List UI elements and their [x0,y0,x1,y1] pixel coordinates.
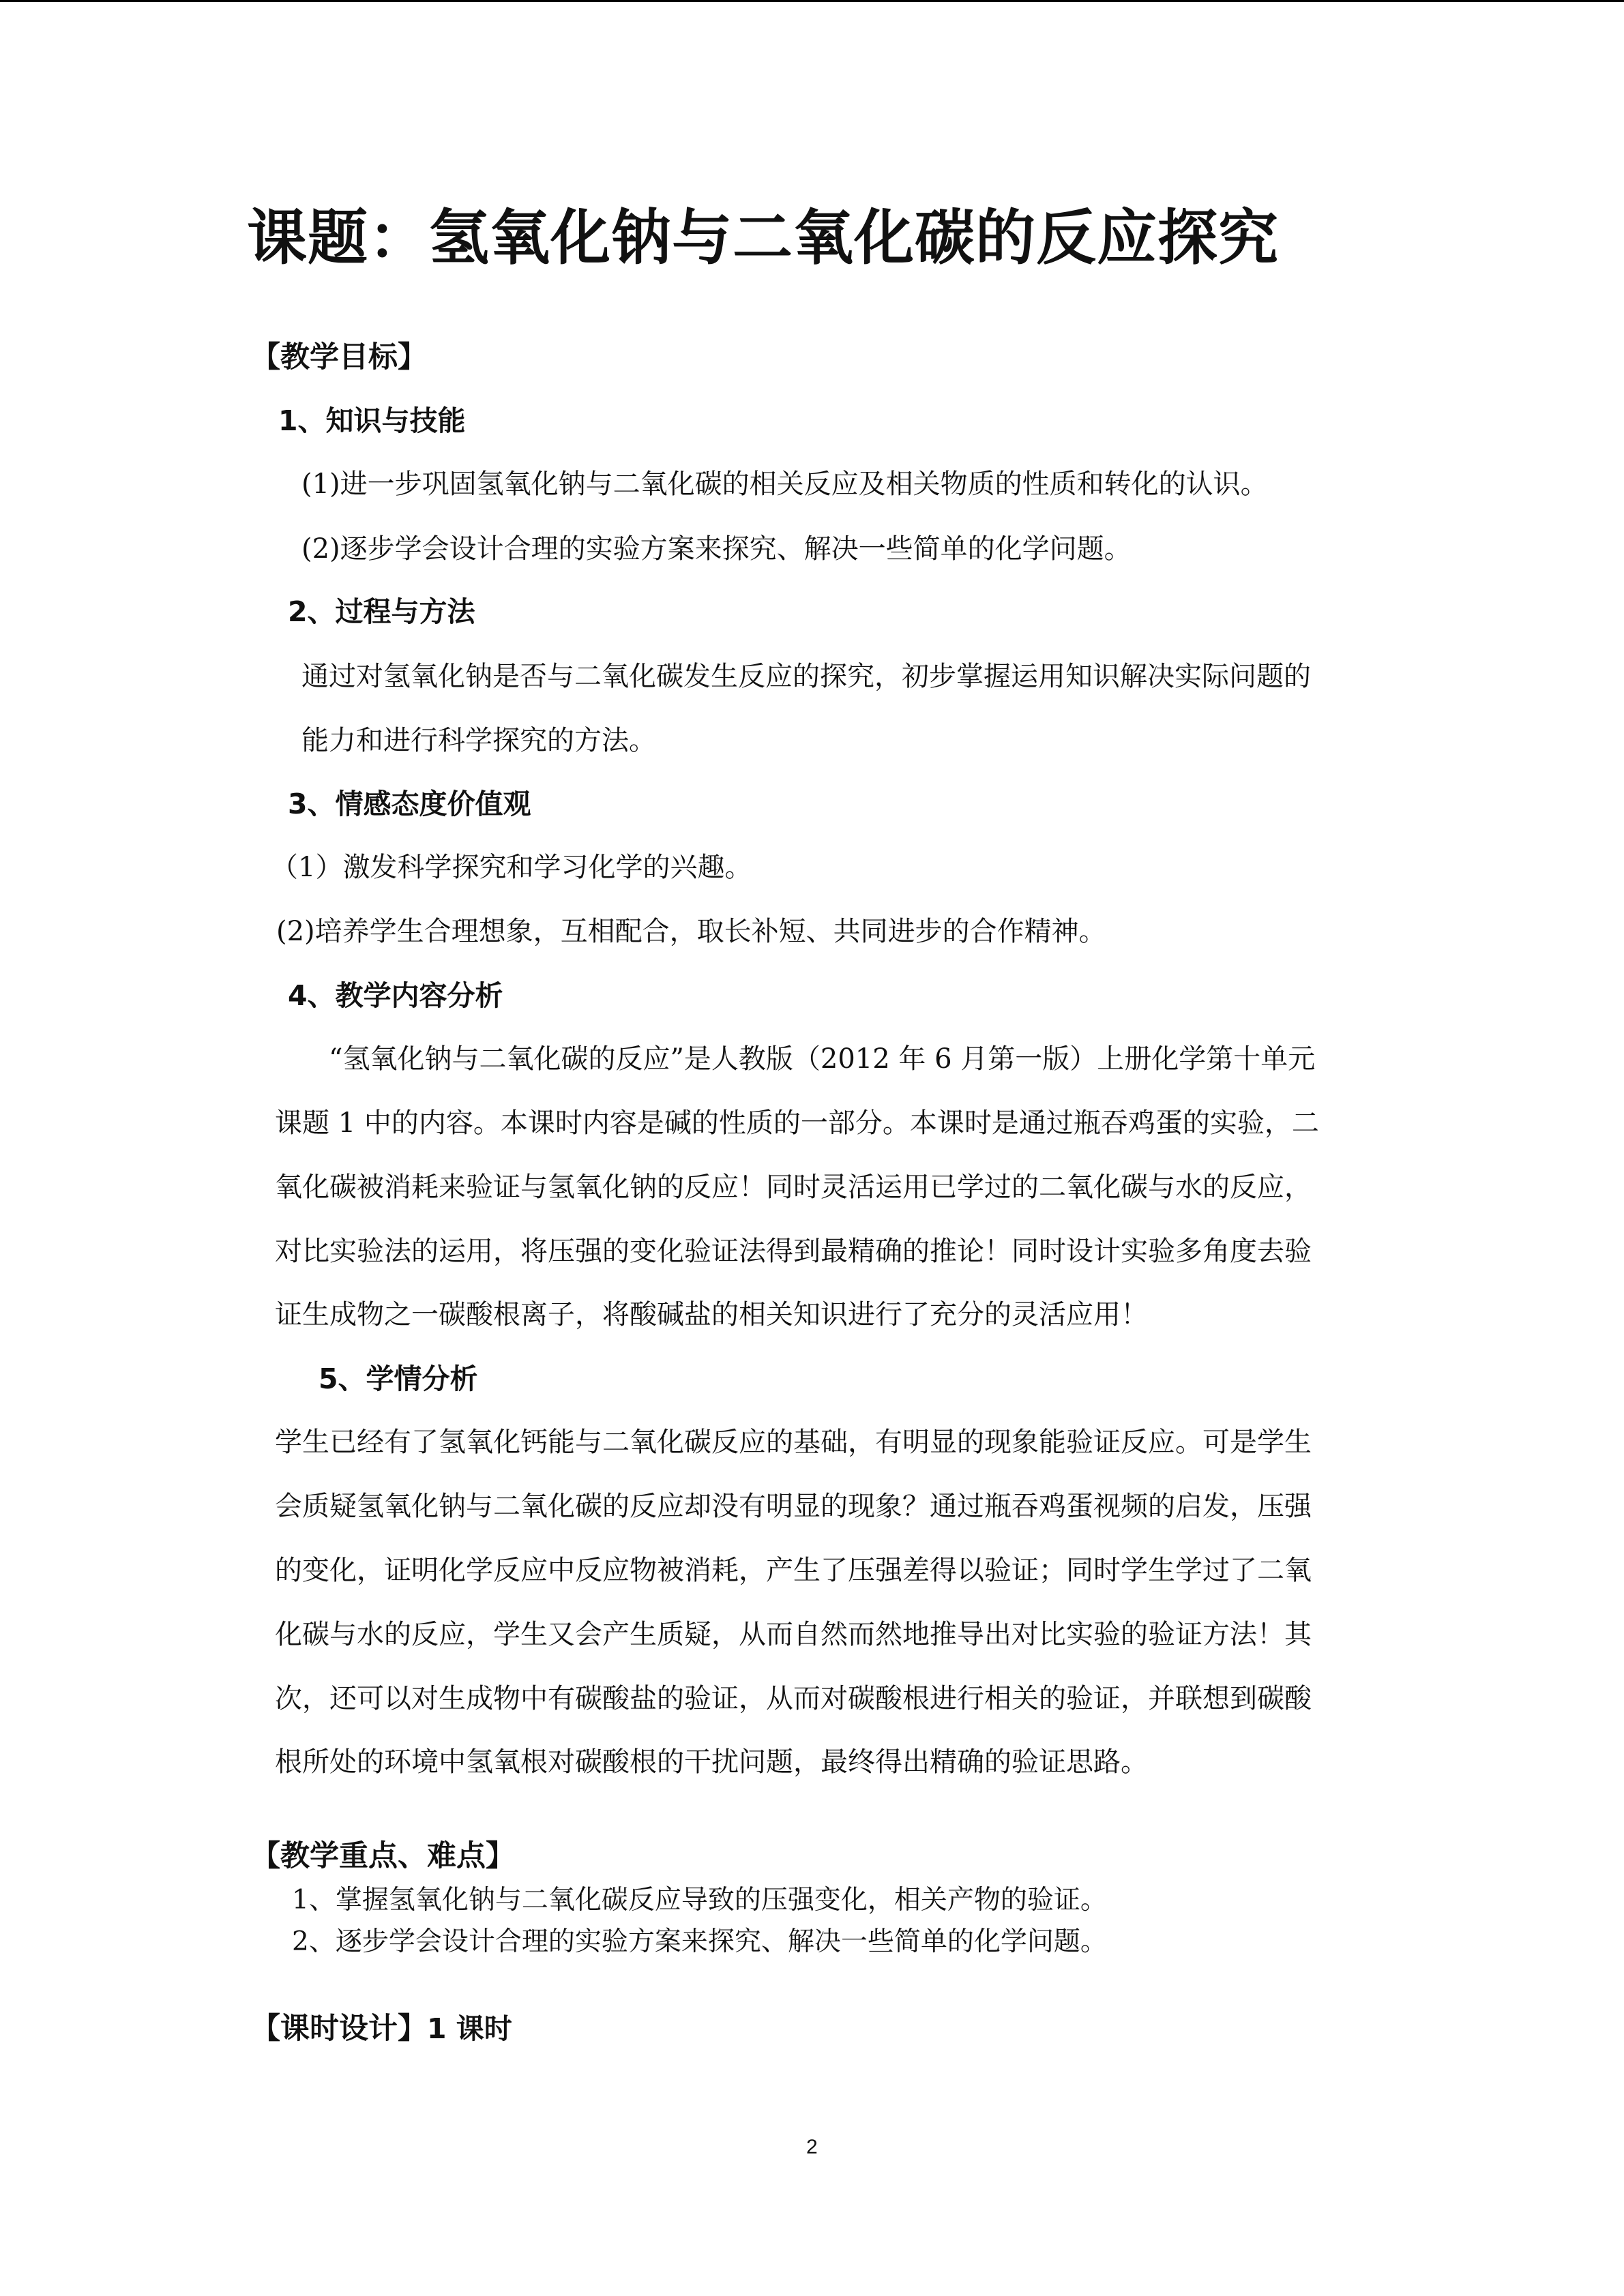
content-analysis-line-2: 课题 1 中的内容。本课时内容是碱的性质的一部分。本课时是通过瓶吞鸡蛋的实验，二 [275,1107,1319,1139]
content-analysis-line-3: 氧化碳被消耗来验证与氢氧化钠的反应！同时灵活运用已学过的二氧化碳与水的反应， [275,1172,1312,1203]
learner-analysis-line-4: 化碳与水的反应，学生又会产生质疑，从而自然而然地推导出对比实验的验证方法！其 [275,1619,1312,1650]
content-analysis-line-4: 对比实验法的运用，将压强的变化验证法得到最精确的推论！同时设计实验多角度去验 [275,1236,1312,1267]
attitude-item-2: (2)培养学生合理想象，互相配合，取长补短、共同进步的合作精神。 [276,916,1106,947]
page-title: 课题：氢氧化钠与二氧化碳的反应探究 [247,203,1280,273]
knowledge-skills-heading: 1、知识与技能 [278,404,466,437]
learner-analysis-line-1: 学生已经有了氢氧化钙能与二氧化碳反应的基础，有明显的现象能验证反应。可是学生 [275,1427,1312,1458]
schedule-line [251,2014,512,2044]
attitude-values-heading: 3、情感态度价值观 [288,788,531,820]
keypoints-heading: 【教学重点、难点】 [251,1839,515,1873]
learner-analysis-line-2: 会质疑氢氧化钠与二氧化碳的反应却没有明显的现象？通过瓶吞鸡蛋视频的启发，压强 [275,1491,1312,1522]
top-border-line [0,0,1624,2]
learner-analysis-line-5: 次，还可以对生成物中有碳酸盐的验证，从而对碳酸根进行相关的验证，并联想到碳酸 [275,1683,1312,1714]
content-analysis-heading: 4、教学内容分析 [288,979,503,1012]
page-number: 2 [806,2136,818,2158]
schedule-heading: 【课时设计】 [251,2012,427,2046]
content-analysis-line-1: “氢氧化钠与二氧化碳的反应”是人教版（2012 年 6 月第一版）上册化学第十单元 [329,1043,1316,1075]
objectives-heading: 【教学目标】 [251,340,427,374]
learner-analysis-heading: 5、学情分析 [319,1362,478,1395]
knowledge-item-2: (2)逐步学会设计合理的实验方案来探究、解决一些简单的化学问题。 [301,533,1132,565]
process-method-line-2: 能力和进行科学探究的方法。 [301,725,656,756]
schedule-value: 1 课时 [427,2012,512,2045]
keypoint-item-1: 1、掌握氢氧化钠与二氧化碳反应导致的压强变化，相关产物的验证。 [292,1885,1107,1915]
content-analysis-line-5: 证生成物之一碳酸根离子，将酸碱盐的相关知识进行了充分的灵活应用！ [275,1299,1148,1330]
attitude-item-1: （1）激发科学探究和学习化学的兴趣。 [271,852,752,883]
process-method-heading: 2、过程与方法 [288,595,475,628]
keypoint-item-2: 2、逐步学会设计合理的实验方案来探究、解决一些简单的化学问题。 [292,1926,1107,1957]
learner-analysis-line-6: 根所处的环境中氢氧根对碳酸根的干扰问题，最终得出精确的验证思路。 [275,1746,1148,1778]
knowledge-item-1: (1)进一步巩固氢氧化钠与二氧化碳的相关反应及相关物质的性质和转化的认识。 [301,468,1268,500]
process-method-line-1: 通过对氢氧化钠是否与二氧化碳发生反应的探究，初步掌握运用知识解决实际问题的 [301,661,1311,692]
learner-analysis-line-3: 的变化，证明化学反应中反应物被消耗，产生了压强差得以验证；同时学生学过了二氧 [275,1555,1312,1586]
